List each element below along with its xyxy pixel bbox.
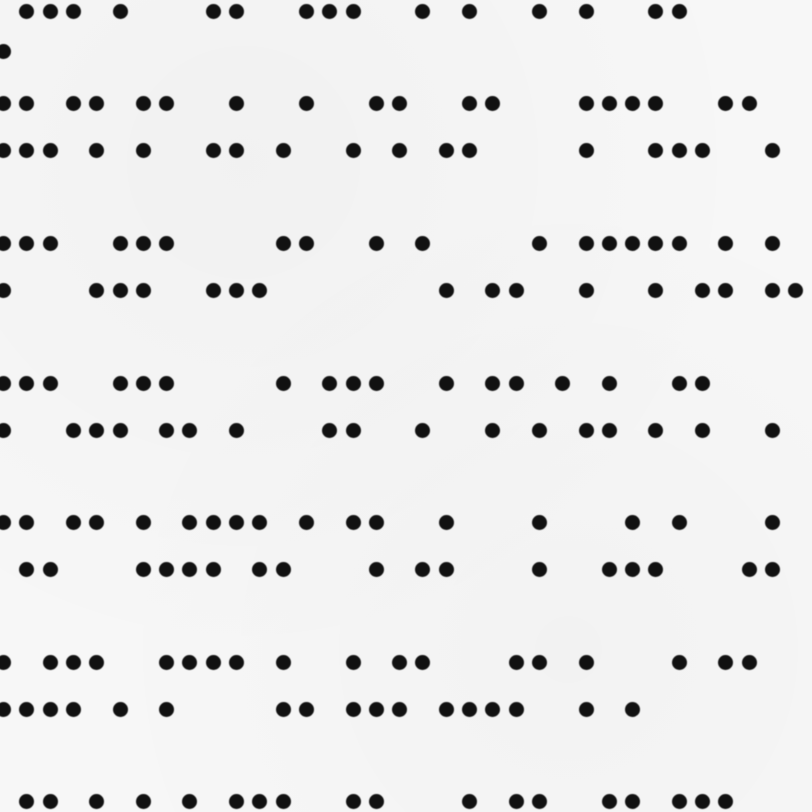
dot: [742, 655, 757, 670]
dot: [43, 4, 58, 19]
dot: [66, 655, 81, 670]
dot: [66, 702, 81, 717]
dot: [625, 794, 640, 809]
dot: [0, 96, 11, 111]
dot: [276, 702, 291, 717]
dot: [276, 376, 291, 391]
dot: [0, 143, 11, 158]
dot: [113, 4, 128, 19]
dot: [19, 143, 34, 158]
dot: [229, 794, 244, 809]
dot: [532, 562, 547, 577]
dot: [252, 515, 267, 530]
dot: [229, 143, 244, 158]
dot: [299, 4, 314, 19]
dot: [89, 283, 104, 298]
dot: [159, 423, 174, 438]
dot: [159, 702, 174, 717]
dot: [89, 794, 104, 809]
dot: [718, 283, 733, 298]
dot: [579, 702, 594, 717]
dot: [625, 702, 640, 717]
dot-row: [0, 750, 812, 766]
dot: [89, 143, 104, 158]
dot: [392, 143, 407, 158]
dot: [0, 515, 11, 530]
dot: [206, 562, 221, 577]
dot-row: [0, 470, 812, 486]
dot: [485, 96, 500, 111]
dot: [439, 702, 454, 717]
dot-row: [0, 44, 812, 60]
dot: [415, 655, 430, 670]
dot-row: [0, 190, 812, 206]
dot: [672, 655, 687, 670]
dot: [439, 515, 454, 530]
dot: [159, 562, 174, 577]
dot: [276, 562, 291, 577]
dot: [159, 236, 174, 251]
dot: [718, 794, 733, 809]
dot: [742, 96, 757, 111]
dot: [182, 423, 197, 438]
dot: [206, 655, 221, 670]
dot: [555, 376, 570, 391]
dot: [66, 423, 81, 438]
dot: [672, 376, 687, 391]
dot: [485, 423, 500, 438]
dot-row: [0, 96, 812, 112]
dot: [66, 4, 81, 19]
dot: [182, 562, 197, 577]
dot: [695, 283, 710, 298]
dot: [299, 96, 314, 111]
dot: [0, 376, 11, 391]
dot: [532, 655, 547, 670]
dot: [369, 376, 384, 391]
dot: [602, 423, 617, 438]
dot: [229, 283, 244, 298]
dot: [672, 236, 687, 251]
dot: [625, 562, 640, 577]
dot: [89, 423, 104, 438]
dot: [346, 794, 361, 809]
dot: [648, 96, 663, 111]
dot: [579, 283, 594, 298]
dot: [765, 283, 780, 298]
dot-row: [0, 423, 812, 439]
dot-row: [0, 330, 812, 346]
dot: [0, 283, 11, 298]
dot-row: [0, 515, 812, 531]
dot-row: [0, 376, 812, 392]
dot: [136, 515, 151, 530]
dot: [672, 515, 687, 530]
dot: [625, 515, 640, 530]
dot: [322, 376, 337, 391]
dot: [509, 702, 524, 717]
dot: [19, 96, 34, 111]
dot: [182, 515, 197, 530]
dot: [113, 236, 128, 251]
dot: [695, 376, 710, 391]
dot: [439, 562, 454, 577]
dot: [532, 4, 547, 19]
dot: [532, 236, 547, 251]
dot: [602, 236, 617, 251]
dot: [19, 515, 34, 530]
dot: [648, 283, 663, 298]
dot: [579, 96, 594, 111]
dot: [346, 702, 361, 717]
dot: [415, 4, 430, 19]
dot: [415, 562, 430, 577]
dot: [672, 4, 687, 19]
dot: [299, 515, 314, 530]
dot: [462, 4, 477, 19]
dot: [718, 96, 733, 111]
dot-row: [0, 794, 812, 810]
dot: [695, 794, 710, 809]
dot: [462, 702, 477, 717]
dot: [695, 423, 710, 438]
dot: [648, 423, 663, 438]
dot: [136, 283, 151, 298]
dot: [19, 236, 34, 251]
dot: [43, 702, 58, 717]
dot: [648, 143, 663, 158]
dot: [346, 376, 361, 391]
dot: [89, 515, 104, 530]
dot: [648, 562, 663, 577]
dot: [765, 236, 780, 251]
dot: [532, 423, 547, 438]
dot: [648, 236, 663, 251]
dot: [89, 655, 104, 670]
dot: [579, 423, 594, 438]
dot: [765, 515, 780, 530]
dot-row: [0, 702, 812, 718]
dot: [485, 376, 500, 391]
dot: [788, 283, 803, 298]
dot: [602, 794, 617, 809]
dot: [625, 236, 640, 251]
dot-row: [0, 4, 812, 20]
dot: [19, 4, 34, 19]
dot: [66, 96, 81, 111]
dot: [113, 702, 128, 717]
dot: [19, 702, 34, 717]
dot: [0, 44, 11, 59]
dot: [229, 423, 244, 438]
dot: [136, 236, 151, 251]
dot: [462, 143, 477, 158]
dot: [136, 96, 151, 111]
dot: [113, 376, 128, 391]
dot: [229, 96, 244, 111]
dot: [0, 702, 11, 717]
dot: [765, 143, 780, 158]
dot: [182, 655, 197, 670]
dot: [509, 283, 524, 298]
dot: [136, 794, 151, 809]
dot: [346, 143, 361, 158]
dot: [672, 794, 687, 809]
dot: [509, 655, 524, 670]
dot: [439, 283, 454, 298]
dot: [43, 655, 58, 670]
dot: [462, 794, 477, 809]
dot: [252, 283, 267, 298]
dot: [602, 96, 617, 111]
dot: [579, 143, 594, 158]
dot: [299, 702, 314, 717]
dot: [485, 283, 500, 298]
dot: [765, 423, 780, 438]
dot: [579, 4, 594, 19]
dot: [346, 515, 361, 530]
dot: [462, 96, 477, 111]
dot: [136, 143, 151, 158]
dot: [415, 236, 430, 251]
dot: [718, 655, 733, 670]
dot: [322, 423, 337, 438]
dot: [252, 794, 267, 809]
dot: [346, 4, 361, 19]
dot: [89, 96, 104, 111]
dot: [369, 702, 384, 717]
dot: [439, 376, 454, 391]
dot: [648, 4, 663, 19]
dot: [276, 794, 291, 809]
dot: [579, 236, 594, 251]
dot: [369, 515, 384, 530]
dot: [159, 96, 174, 111]
dot: [602, 376, 617, 391]
dot: [0, 236, 11, 251]
dot: [43, 794, 58, 809]
dot: [229, 515, 244, 530]
dot-row: [0, 562, 812, 578]
dot: [532, 794, 547, 809]
dot: [43, 562, 58, 577]
dot: [229, 4, 244, 19]
dot: [252, 562, 267, 577]
dot: [602, 562, 617, 577]
dot: [369, 96, 384, 111]
dot: [229, 655, 244, 670]
dot: [742, 562, 757, 577]
dot: [159, 376, 174, 391]
dot: [369, 794, 384, 809]
dot: [43, 236, 58, 251]
dot: [346, 423, 361, 438]
dot: [206, 283, 221, 298]
dot: [19, 376, 34, 391]
dot-row: [0, 236, 812, 252]
dot: [369, 236, 384, 251]
dot: [276, 236, 291, 251]
dot: [276, 143, 291, 158]
dot: [182, 794, 197, 809]
dot: [765, 562, 780, 577]
dot: [206, 4, 221, 19]
dot: [392, 702, 407, 717]
dot: [415, 423, 430, 438]
dot: [532, 515, 547, 530]
dot: [19, 794, 34, 809]
dot: [136, 562, 151, 577]
dot: [66, 515, 81, 530]
dot: [322, 4, 337, 19]
dot: [485, 702, 500, 717]
dot-row: [0, 655, 812, 671]
dot: [19, 562, 34, 577]
dot: [113, 423, 128, 438]
dot: [113, 283, 128, 298]
dot: [695, 143, 710, 158]
dot: [0, 423, 11, 438]
dot: [136, 376, 151, 391]
dot: [509, 794, 524, 809]
dot: [509, 376, 524, 391]
dot: [346, 655, 361, 670]
dot: [672, 143, 687, 158]
dot: [579, 655, 594, 670]
dot-row: [0, 283, 812, 299]
dot: [439, 143, 454, 158]
dot: [392, 655, 407, 670]
dot: [718, 236, 733, 251]
dot: [369, 562, 384, 577]
dot: [299, 236, 314, 251]
dot: [276, 655, 291, 670]
dot: [392, 96, 407, 111]
dot-row: [0, 610, 812, 626]
dot: [43, 376, 58, 391]
dot: [0, 655, 11, 670]
dot-row: [0, 143, 812, 159]
dot: [43, 143, 58, 158]
dot: [206, 143, 221, 158]
dot: [159, 655, 174, 670]
dot: [625, 96, 640, 111]
dot: [206, 515, 221, 530]
